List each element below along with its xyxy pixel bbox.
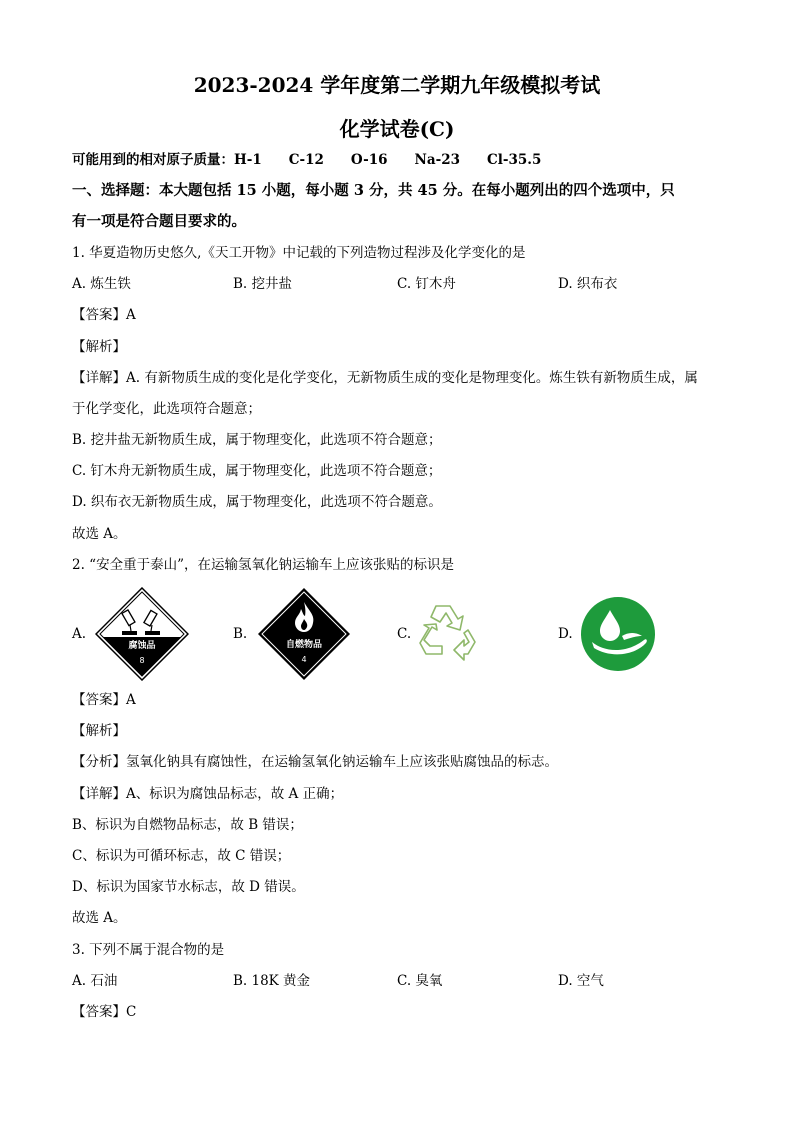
q2-option-b-letter: B. — [233, 626, 248, 642]
exam-title: 2023-2024 学年度第二学期九年级模拟考试 — [193, 73, 601, 97]
sign-a-label: 腐蚀品 — [128, 641, 156, 651]
sign-b-label: 自燃物品 — [285, 640, 323, 650]
q1-answer: 【答案】A — [72, 307, 136, 323]
q2-option-d-letter: D. — [558, 626, 573, 642]
q1-stem: 1. 华夏造物历史悠久,《天工开物》中记载的下列造物过程涉及化学变化的是 — [72, 245, 526, 261]
q1-detail-1: 【详解】A. 有新物质生成的变化是化学变化，无新物质生成的变化是物理变化。炼生铁有新物质生成，属 — [72, 370, 698, 386]
exam-subtitle: 化学试卷(C) — [339, 117, 455, 141]
q2-conclusion: 故选 A。 — [72, 910, 127, 926]
q3-option-d: D. 空气 — [558, 973, 604, 989]
q1-option-a: A. 炼生铁 — [72, 276, 131, 292]
q1-analysis-label: 【解析】 — [72, 339, 126, 355]
q3-option-c: C. 臭氧 — [397, 973, 443, 989]
q2-option-c-letter: C. — [397, 626, 412, 642]
q2-sign-b — [257, 587, 351, 685]
corrosive-hazard-icon — [95, 587, 189, 681]
section1-line1: 一、选择题：本大题包括 15 小题，每小题 3 分，共 45 分。在每小题列出的四个选项中，只 — [72, 182, 675, 199]
q3-stem: 3. 下列不属于混合物的是 — [72, 942, 225, 958]
q1-option-c: C. 钉木舟 — [397, 276, 456, 292]
q2-sign-a — [95, 587, 189, 685]
recycle-icon — [416, 600, 484, 666]
q2-fenxi: 【分析】氢氧化钠具有腐蚀性，在运输氢氧化钠运输车上应该张贴腐蚀品的标志。 — [72, 754, 558, 770]
q3-option-b: B. 18K 黄金 — [233, 973, 311, 989]
q2-detail-2: B、标识为自燃物品标志，故 B 错误； — [72, 817, 303, 833]
q1-option-d: D. 织布衣 — [558, 276, 618, 292]
q2-option-a-letter: A. — [72, 626, 87, 642]
q2-sign-d — [580, 596, 656, 676]
q1-detail-3: B. 挖井盐无新物质生成，属于物理变化，此选项不符合题意； — [72, 432, 442, 448]
section1-line2: 有一项是符合题目要求的。 — [72, 213, 246, 230]
sign-b-number: 4 — [301, 655, 307, 664]
q2-analysis-label: 【解析】 — [72, 723, 126, 739]
q3-answer: 【答案】C — [72, 1004, 137, 1020]
water-saving-icon — [580, 596, 656, 672]
q2-detail-4: D、标识为国家节水标志，故 D 错误。 — [72, 879, 305, 895]
q1-option-b: B. 挖井盐 — [233, 276, 293, 292]
self-ignition-hazard-icon — [257, 587, 351, 681]
q2-stem: 2. “安全重于泰山”，在运输氢氧化钠运输车上应该张贴的标识是 — [72, 557, 454, 573]
q1-detail-5: D. 织布衣无新物质生成，属于物理变化，此选项不符合题意。 — [72, 494, 442, 510]
q3-option-a: A. 石油 — [72, 973, 118, 989]
sign-a-number: 8 — [139, 656, 145, 665]
q2-detail-3: C、标识为可循环标志，故 C 错误； — [72, 848, 291, 864]
q2-sign-c — [416, 600, 484, 670]
q1-conclusion: 故选 A。 — [72, 526, 127, 542]
q2-answer: 【答案】A — [72, 692, 136, 708]
q1-detail-4: C. 钉木舟无新物质生成，属于物理变化，此选项不符合题意； — [72, 463, 442, 479]
q2-detail-1: 【详解】A、标识为腐蚀品标志，故 A 正确； — [72, 786, 344, 802]
q1-detail-2: 于化学变化，此选项符合题意； — [72, 401, 261, 417]
atomic-masses: 可能用到的相对原子质量：H-1 C-12 O-16 Na-23 Cl-35.5 — [72, 152, 542, 168]
